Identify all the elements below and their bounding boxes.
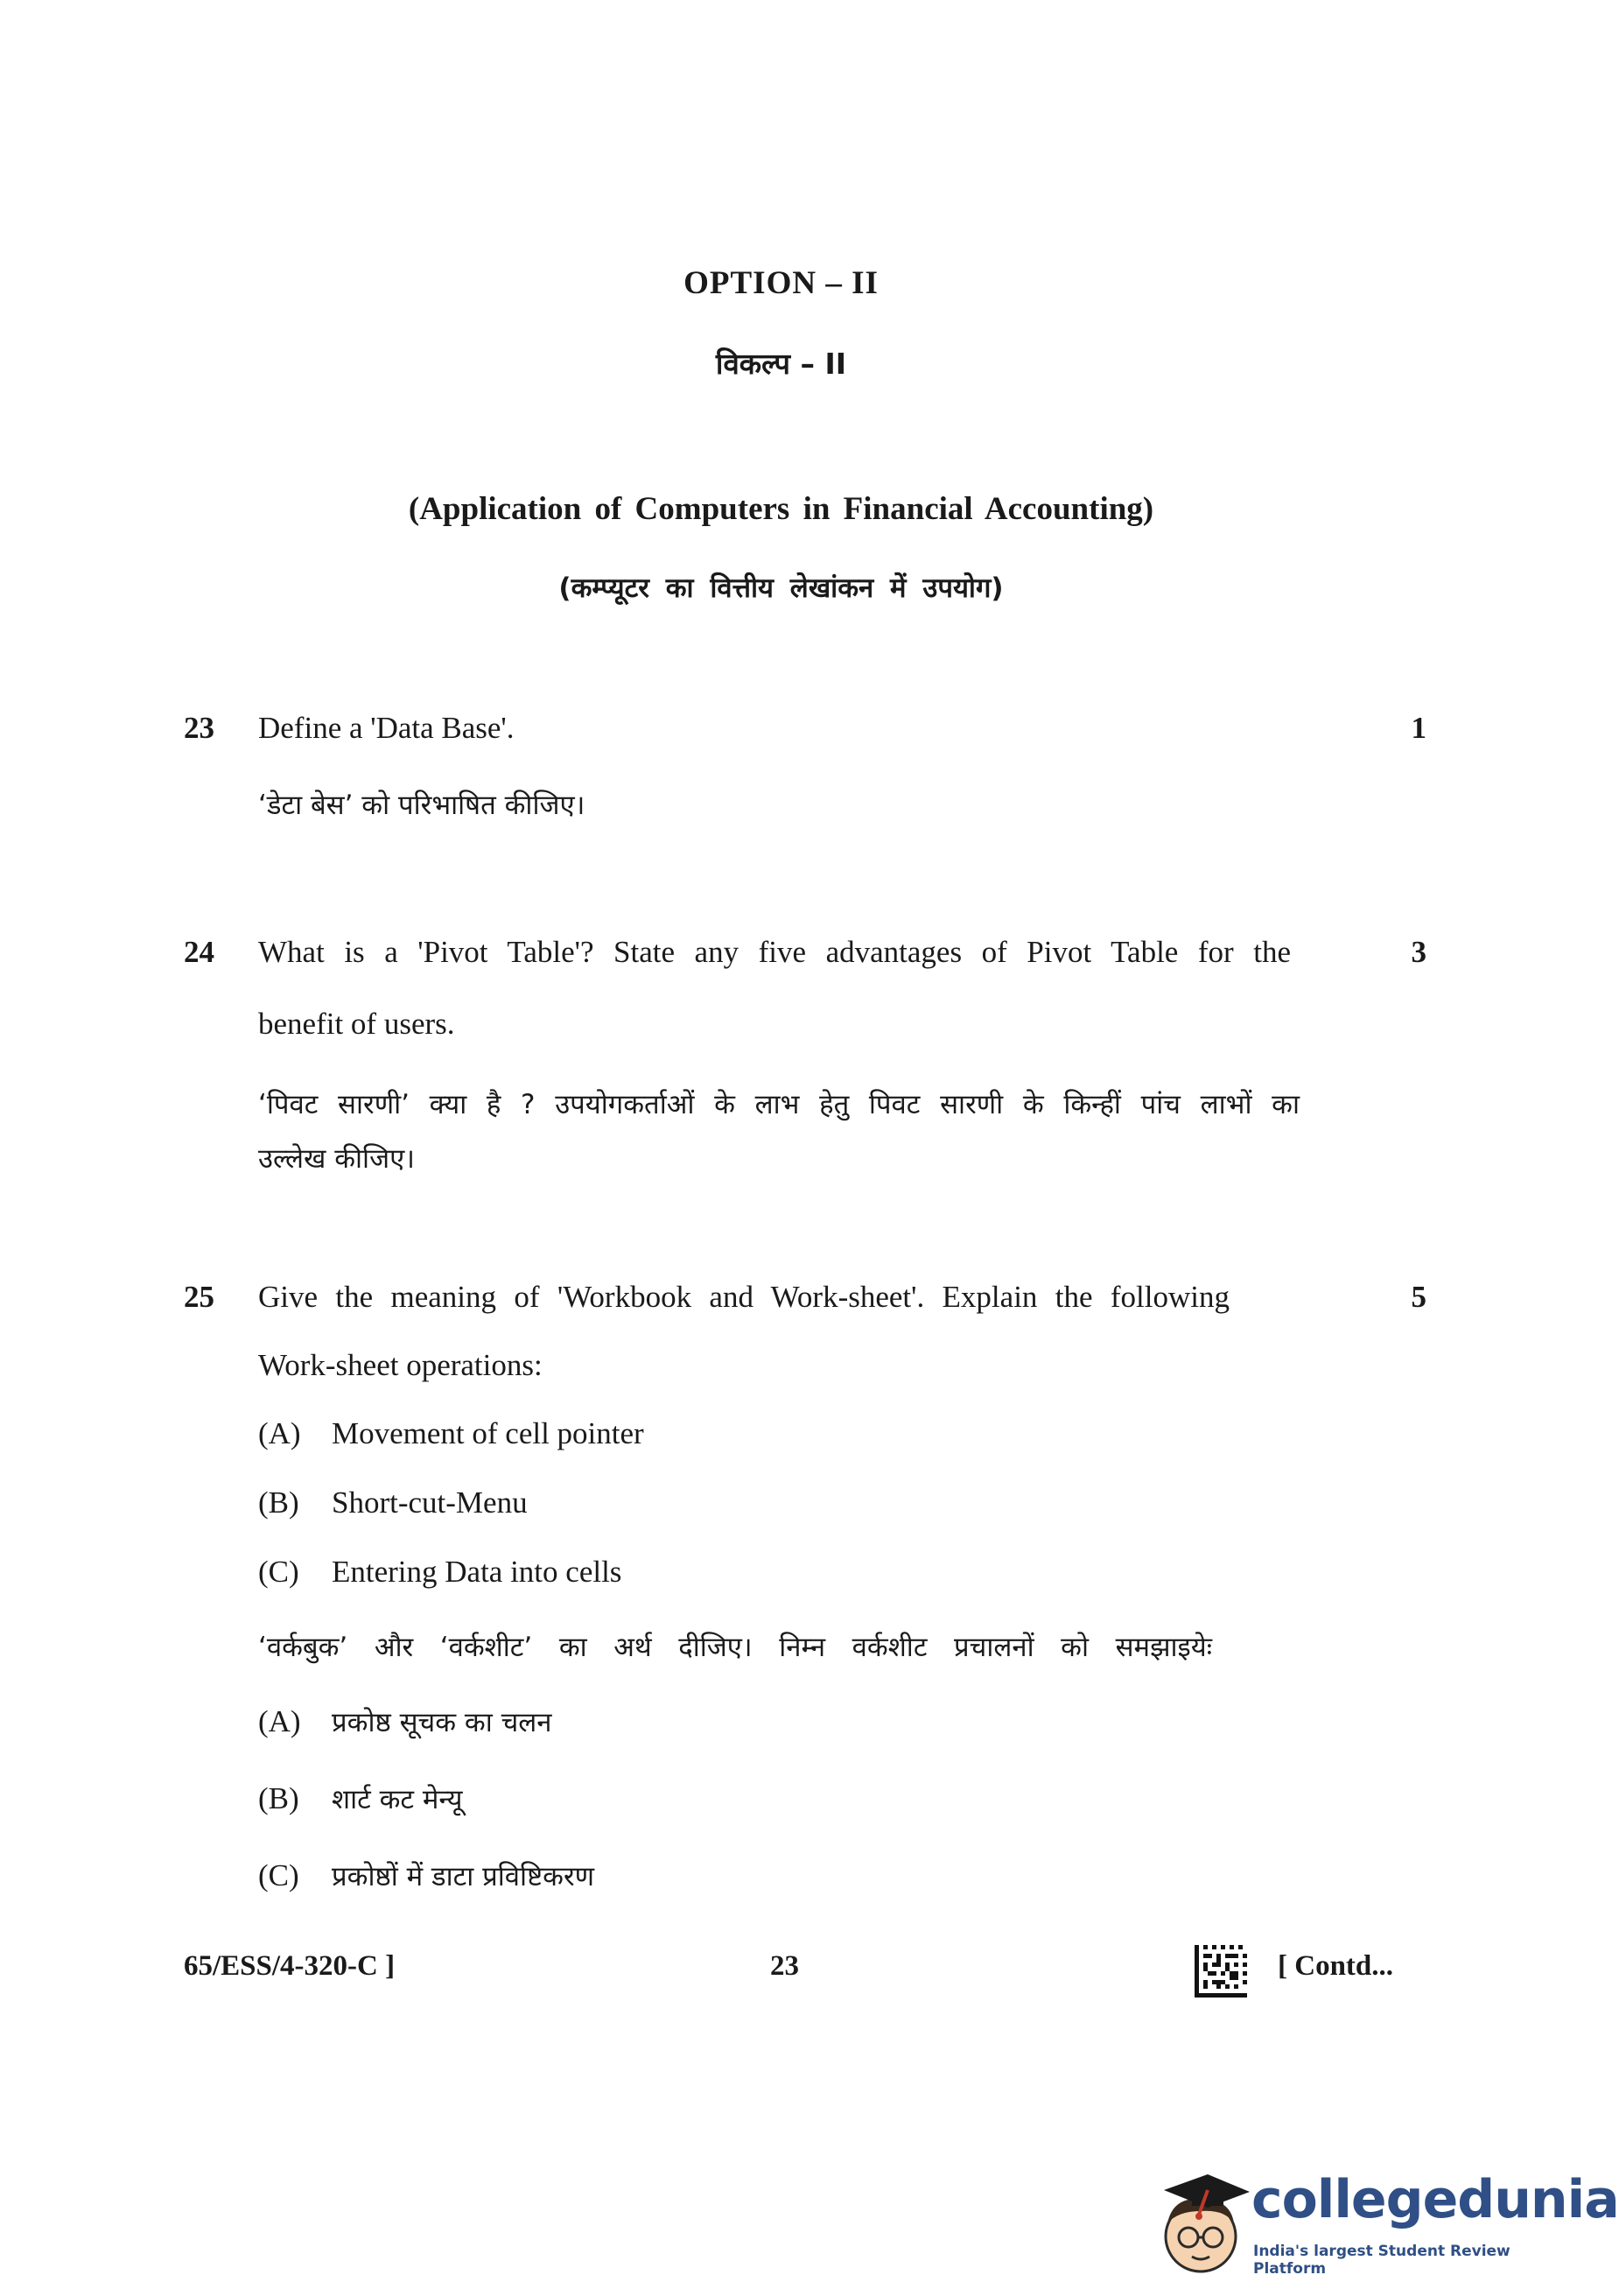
question-25-hindi-option-b: [258, 1780, 463, 1817]
question-24-text-line-2: benefit of users.: [258, 1007, 455, 1041]
subject-title-hindi: (कम्प्यूटर का वित्तीय लेखांकन में उपयोग): [558, 572, 1004, 604]
option-text: प्रकोष्ठों में डाटा प्रविष्टिकरण: [332, 1861, 595, 1892]
question-25-text-line-2: Work-sheet operations:: [258, 1348, 543, 1382]
option-label: (C): [258, 1858, 299, 1892]
question-25-hindi-text: ‘वर्कबुक’ और ‘वर्कशीट’ का अर्थ दीजिए। निम्न वर्कशीट प्रचालनों को समझाइयेः: [258, 1632, 1212, 1663]
option-title-hindi: विकल्प – II: [715, 347, 847, 381]
paper-code: 65/ESS/4-320-C ]: [184, 1950, 396, 1982]
question-25-option-c: [258, 1555, 621, 1590]
question-24-hindi-line-2: उल्लेख कीजिए।: [258, 1143, 415, 1175]
question-23-hindi: ‘डेटा बेस’ को परिभाषित कीजिए।: [258, 790, 585, 821]
question-23-marks: 1: [1411, 711, 1426, 745]
page-number: 23: [770, 1950, 799, 1982]
question-23-number: 23: [184, 711, 214, 745]
option-label: (A): [258, 1704, 301, 1738]
option-text: Movement of cell pointer: [332, 1416, 644, 1450]
question-25-marks: 5: [1411, 1280, 1426, 1314]
option-label: (B): [258, 1781, 299, 1815]
question-25-option-a: [258, 1416, 644, 1451]
question-25-hindi-option-c: [258, 1857, 594, 1894]
question-25-hindi-option-a: [258, 1703, 552, 1740]
subject-title: (Application of Computers in Financial Accounting): [408, 491, 1154, 527]
option-text: Short-cut-Menu: [332, 1485, 528, 1520]
question-25-number: 25: [184, 1280, 214, 1314]
question-25-text-line-1: Give the meaning of 'Workbook and Work-sheet'. Explain the following: [258, 1280, 1230, 1314]
option-text: प्रकोष्ठ सूचक का चलन: [332, 1707, 552, 1738]
question-25-option-b: [258, 1485, 528, 1520]
question-23-text: Define a 'Data Base'.: [258, 711, 515, 745]
option-text: Entering Data into cells: [332, 1555, 622, 1589]
logo-tagline: India's largest Student Review Platform: [1253, 2243, 1510, 2278]
option-label: (B): [258, 1485, 299, 1520]
logo-brand-text: collegedunia: [1251, 2169, 1619, 2230]
option-text: शार्ट कट मेन्यू: [332, 1784, 463, 1815]
question-24-marks: 3: [1411, 935, 1426, 969]
qr-code-icon: [1195, 1945, 1247, 1998]
option-label: (C): [258, 1555, 299, 1589]
question-24-text-line-1: What is a 'Pivot Table'? State any five advantages of Pivot Table for the: [258, 935, 1291, 969]
question-24-number: 24: [184, 935, 214, 969]
option-label: (A): [258, 1416, 301, 1450]
question-24-hindi-line-1: ‘पिवट सारणी’ क्या है ? उपयोगकर्ताओं के लाभ हेतु पिवट सारणी के किन्हीं पांच लाभों का: [258, 1089, 1300, 1120]
option-title: OPTION – II: [683, 265, 879, 301]
continued-label: [ Contd...: [1278, 1950, 1394, 1982]
